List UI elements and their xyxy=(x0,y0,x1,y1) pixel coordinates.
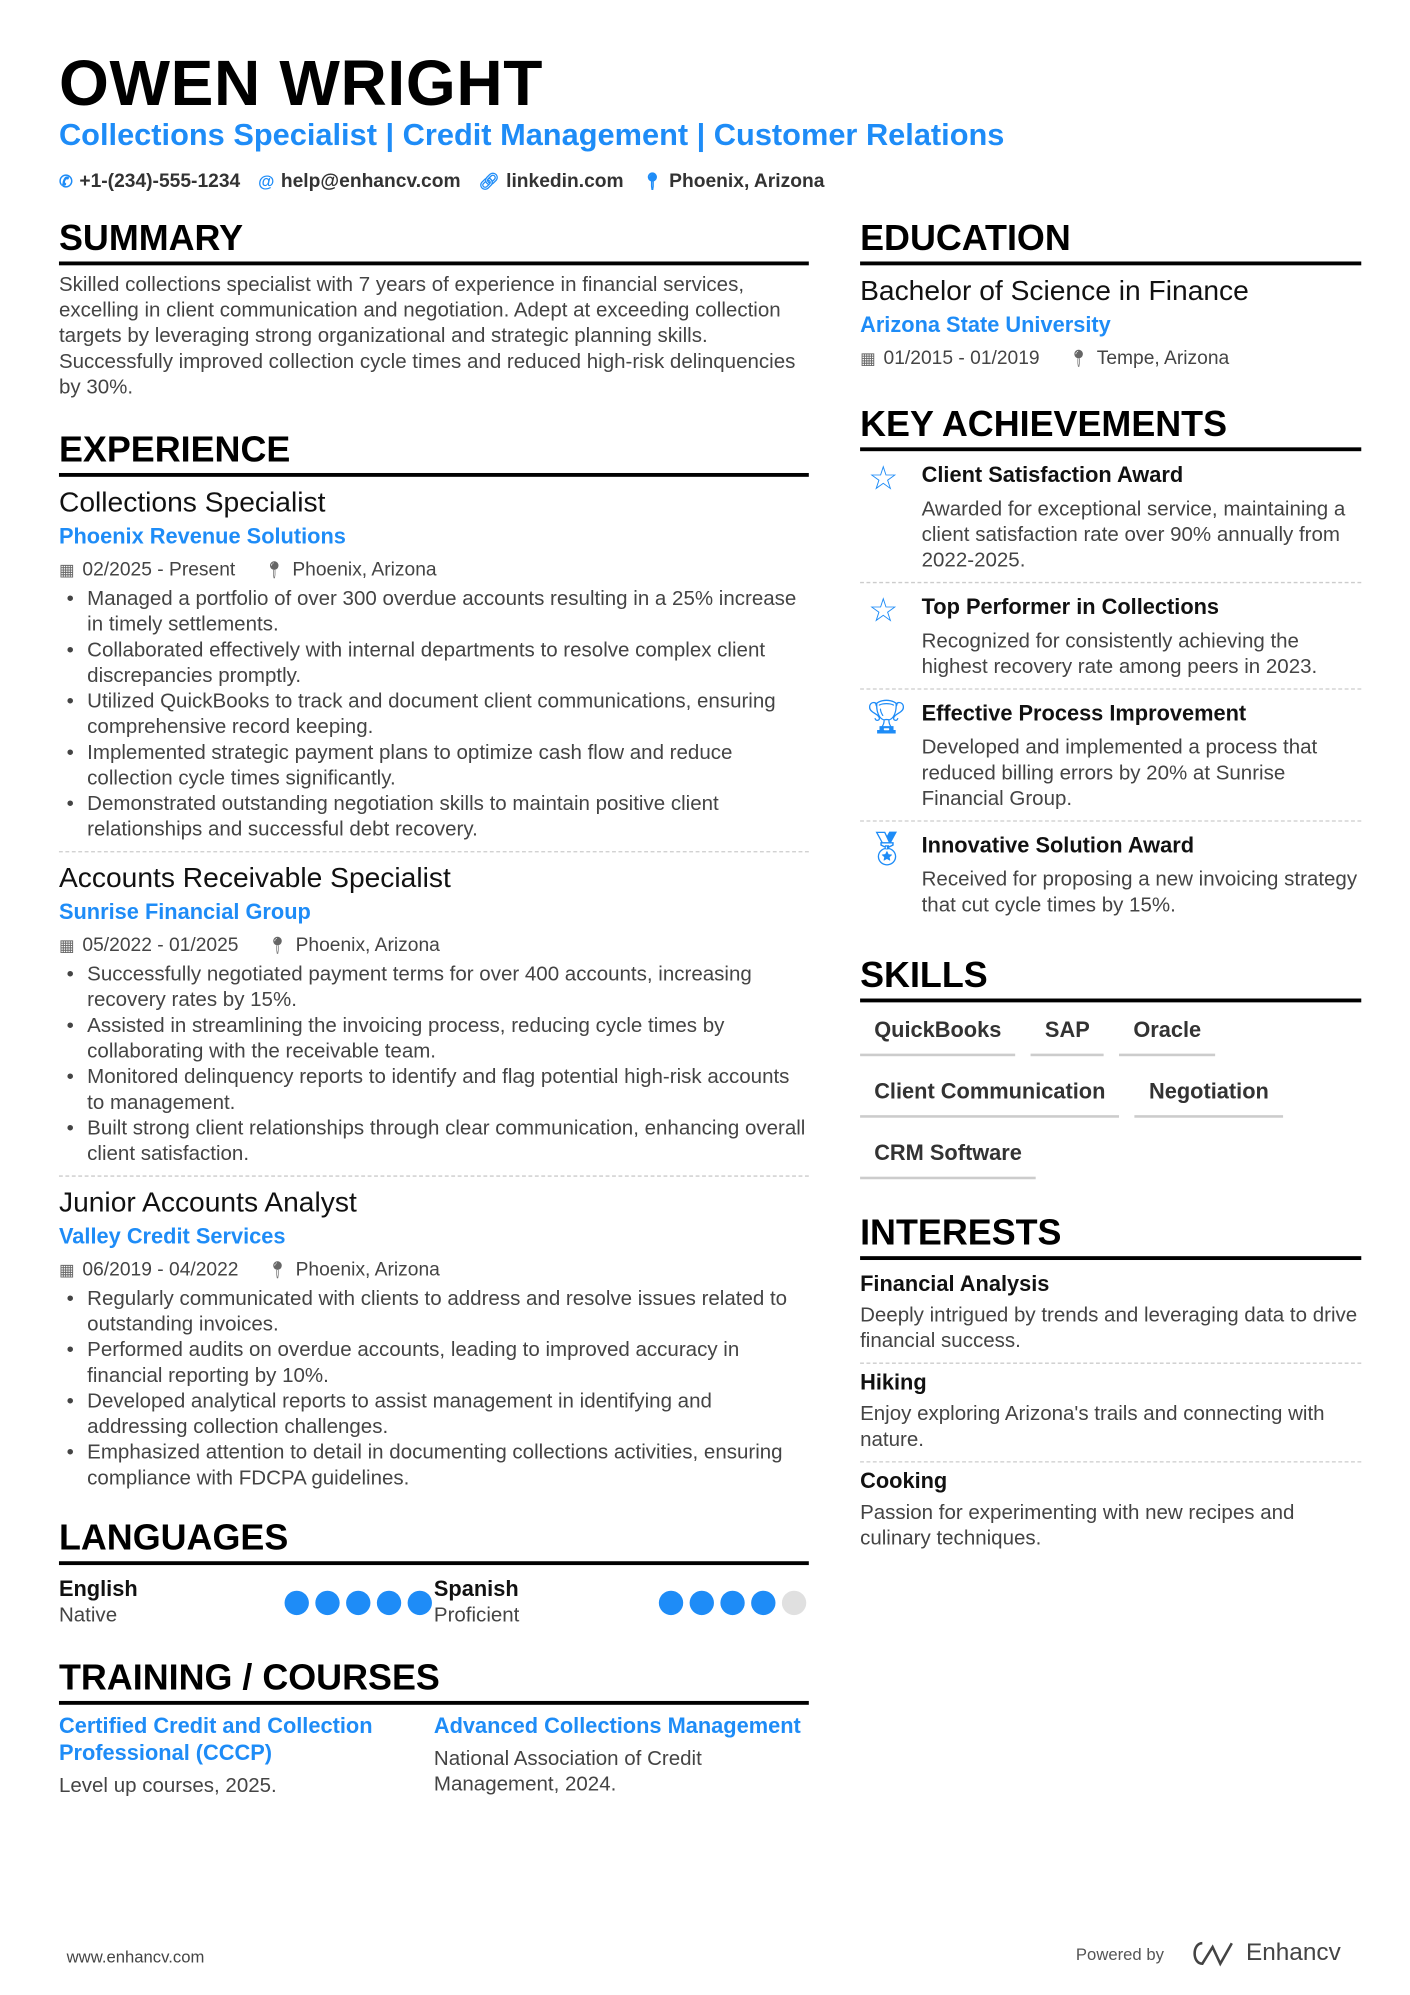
bullet-item: • Regularly communicated with clients to address and resolve issues related to outstanding invoices. xyxy=(59,1287,809,1338)
bullet-item: • Utilized QuickBooks to track and document client communications, ensuring comprehensive record keeping. xyxy=(59,690,809,741)
course-title: Advanced Collections Management xyxy=(433,1713,801,1739)
achievement-desc: Recognized for consistently achieving the highest recovery rate among peers in 2023. xyxy=(921,630,1318,679)
rating-dot xyxy=(376,1591,400,1615)
language-name: English xyxy=(58,1576,138,1601)
achievement-title: Client Satisfaction Award xyxy=(921,462,1184,488)
bullet-item: • Built strong client relationships through clear communication, enhancing overall client satisfaction. xyxy=(59,1116,809,1167)
rating-dot xyxy=(345,1591,369,1615)
trophy-icon: 🏆︎ xyxy=(865,697,908,736)
linkedin-link[interactable]: linkedin.com xyxy=(506,170,624,193)
job-entry xyxy=(59,485,809,853)
brand-name: Enhancv xyxy=(1245,1939,1341,1967)
achievement-title: Innovative Solution Award xyxy=(921,833,1195,858)
achievement-item xyxy=(860,583,1361,689)
skill-tag: Oracle xyxy=(1119,1010,1215,1056)
rating-dot xyxy=(782,1591,806,1615)
star-icon: ☆ xyxy=(868,590,899,630)
skills-section xyxy=(860,955,1361,1179)
location: Phoenix, Arizona xyxy=(292,558,437,581)
skill-tag: QuickBooks xyxy=(860,1010,1015,1056)
contact-info xyxy=(59,170,824,192)
skill-tag: Negotiation xyxy=(1135,1072,1283,1118)
rating-dot xyxy=(659,1591,683,1615)
language-level: Native xyxy=(58,1604,118,1627)
course-desc: National Association of Credit Management, 2024. xyxy=(433,1748,702,1796)
bullet-item: • Monitored delinquency reports to identify and flag potential high-risk accounts to management. xyxy=(59,1065,809,1116)
candidate-name: OWEN WRIGHT xyxy=(58,47,544,120)
location-pin-icon: 📍︎ xyxy=(1067,348,1090,368)
education-section xyxy=(860,218,1361,376)
language-rating xyxy=(284,1591,431,1629)
section-title: INTERESTS xyxy=(860,1213,1361,1260)
rating-dot xyxy=(284,1591,308,1615)
powered-by xyxy=(1076,1939,1341,1967)
bullet-item: • Implemented strategic payment plans to optimize cash flow and reduce collection cycle times significantly. xyxy=(59,741,809,792)
interest-desc: Passion for experimenting with new recipes and culinary techniques. xyxy=(860,1502,1295,1550)
calendar-icon: ▦ xyxy=(58,1260,75,1280)
interest-title: Cooking xyxy=(860,1468,948,1494)
bullet-item: • Demonstrated outstanding negotiation skills to maintain positive client relationships and successful debt recovery. xyxy=(59,792,809,843)
achievement-desc: Awarded for exceptional service, maintaining a client satisfaction rate over 90% annually from 2022-2025. xyxy=(921,498,1346,572)
language-name: Spanish xyxy=(433,1576,519,1601)
languages-section xyxy=(59,1518,809,1630)
interest-desc: Deeply intrigued by trends and leveraging data to drive financial success. xyxy=(860,1304,1358,1353)
bullet-list xyxy=(59,963,809,1168)
location-pin-icon: 📍︎ xyxy=(263,560,285,580)
location: Phoenix, Arizona xyxy=(669,170,825,193)
degree: Bachelor of Science in Finance xyxy=(860,274,1249,307)
bullet-item: • Emphasized attention to detail in documenting collections activities, ensuring compliance with FDCPA guidelines. xyxy=(59,1441,809,1492)
job-title: Collections Specialist xyxy=(58,485,326,518)
achievement-title: Top Performer in Collections xyxy=(921,594,1220,620)
at-icon: @ xyxy=(258,171,275,191)
location-pin-icon: 📍︎ xyxy=(641,171,663,191)
section-title: EDUCATION xyxy=(860,218,1361,265)
achievement-desc: Received for proposing a new invoicing strategy that cut cycle times by 15%. xyxy=(921,869,1358,917)
interests-section xyxy=(860,1213,1361,1560)
left-column xyxy=(59,218,809,1828)
interest-title: Financial Analysis xyxy=(860,1271,1050,1296)
section-title: LANGUAGES xyxy=(59,1518,809,1565)
rating-dot xyxy=(407,1591,431,1615)
calendar-icon: ▦ xyxy=(58,560,75,580)
experience-section xyxy=(59,429,809,1499)
email-link[interactable]: help@enhancv.com xyxy=(280,170,461,193)
phone-icon: ✆ xyxy=(58,171,73,191)
interest-item xyxy=(860,1463,1361,1560)
calendar-icon: ▦ xyxy=(860,348,876,368)
enhancv-logo-icon xyxy=(1190,1939,1236,1967)
rating-dot xyxy=(690,1591,714,1615)
skill-tag: CRM Software xyxy=(860,1133,1036,1179)
course-title: Certified Credit and Collection Professional (CCCP) xyxy=(58,1713,373,1766)
powered-by-label: Powered by xyxy=(1075,1943,1164,1964)
achievement-title: Effective Process Improvement xyxy=(921,701,1247,726)
job-title: Accounts Receivable Specialist xyxy=(58,861,451,894)
course-item xyxy=(434,1712,809,1799)
right-column xyxy=(860,218,1361,1588)
location: Tempe, Arizona xyxy=(1096,347,1230,370)
link-icon: 🔗︎ xyxy=(478,171,500,191)
dates: 01/2015 - 01/2019 xyxy=(883,347,1040,370)
language-item xyxy=(434,1575,809,1629)
summary-section xyxy=(59,218,809,401)
achievement-item xyxy=(860,451,1361,583)
section-title: EXPERIENCE xyxy=(59,429,809,476)
medal-icon: 🏅︎ xyxy=(865,829,908,868)
calendar-icon: ▦ xyxy=(58,935,75,955)
enhancv-logo xyxy=(1190,1939,1341,1967)
bullet-item: • Developed analytical reports to assist management in identifying and addressing collection challenges. xyxy=(59,1389,809,1440)
bullet-item: • Performed audits on overdue accounts, leading to improved accuracy in financial reporting by 10%. xyxy=(59,1338,809,1389)
company-name: Phoenix Revenue Solutions xyxy=(58,524,346,549)
achievement-item xyxy=(860,690,1361,822)
bullet-list xyxy=(59,1287,809,1492)
dates: 02/2025 - Present xyxy=(82,558,236,581)
achievement-desc: Developed and implemented a process that reduced billing errors by 20% at Sunrise Financial Group. xyxy=(921,737,1318,811)
course-desc: Level up courses, 2025. xyxy=(58,1775,277,1798)
bullet-item: • Collaborated effectively with internal departments to resolve complex client discrepancies promptly. xyxy=(59,638,809,689)
section-title: KEY ACHIEVEMENTS xyxy=(860,404,1361,451)
location: Phoenix, Arizona xyxy=(295,1258,440,1281)
rating-dot xyxy=(315,1591,339,1615)
training-section xyxy=(59,1657,809,1799)
job-entry xyxy=(59,860,809,1177)
bullet-item: • Managed a portfolio of over 300 overdue accounts resulting in a 25% increase in timely settlements. xyxy=(59,587,809,638)
interest-desc: Enjoy exploring Arizona's trails and connecting with nature. xyxy=(860,1403,1325,1451)
job-entry xyxy=(59,1184,809,1499)
bullet-item: • Assisted in streamlining the invoicing process, reducing cycle times by collaborating with the receivable team. xyxy=(59,1014,809,1065)
summary-text: Skilled collections specialist with 7 years of experience in financial services, excelling in client communication and negotiation. Adept at exceeding collection targets by leveraging strong organizational and strategic planning skills. Successfully improved collection cycle times and reduced high-risk delinquencies by 30%. xyxy=(58,274,796,399)
skill-tag: Client Communication xyxy=(860,1072,1119,1118)
dates: 06/2019 - 04/2022 xyxy=(82,1258,239,1281)
rating-dot xyxy=(720,1591,744,1615)
rating-dot xyxy=(751,1591,775,1615)
company-name: Sunrise Financial Group xyxy=(58,899,311,925)
location-pin-icon: 📍︎ xyxy=(266,1260,288,1280)
section-title: SUMMARY xyxy=(59,218,809,265)
dates: 05/2022 - 01/2025 xyxy=(82,934,239,957)
course-item xyxy=(59,1712,434,1799)
company-name: Valley Credit Services xyxy=(58,1224,286,1249)
interest-item xyxy=(860,1265,1361,1364)
candidate-headline: Collections Specialist | Credit Management | Customer Relations xyxy=(58,117,1005,153)
bullet-item: • Successfully negotiated payment terms for over 400 accounts, increasing recovery rates by 15%. xyxy=(59,963,809,1014)
star-icon: ☆ xyxy=(868,458,899,498)
interest-item xyxy=(860,1364,1361,1463)
achievement-item xyxy=(860,822,1361,927)
phone: +1-(234)-555-1234 xyxy=(79,170,241,193)
website-link[interactable]: www.enhancv.com xyxy=(66,1947,205,1967)
section-title: SKILLS xyxy=(860,955,1361,1002)
language-item xyxy=(59,1575,434,1629)
achievements-section xyxy=(860,404,1361,927)
section-title: TRAINING / COURSES xyxy=(59,1657,809,1704)
skill-tag: SAP xyxy=(1031,1010,1104,1056)
school: Arizona State University xyxy=(860,312,1111,338)
location-pin-icon: 📍︎ xyxy=(266,935,288,955)
interest-title: Hiking xyxy=(860,1370,927,1395)
language-rating xyxy=(659,1591,806,1629)
bullet-list xyxy=(59,587,809,843)
location: Phoenix, Arizona xyxy=(295,934,440,957)
job-title: Junior Accounts Analyst xyxy=(58,1185,357,1218)
language-level: Proficient xyxy=(433,1604,520,1627)
